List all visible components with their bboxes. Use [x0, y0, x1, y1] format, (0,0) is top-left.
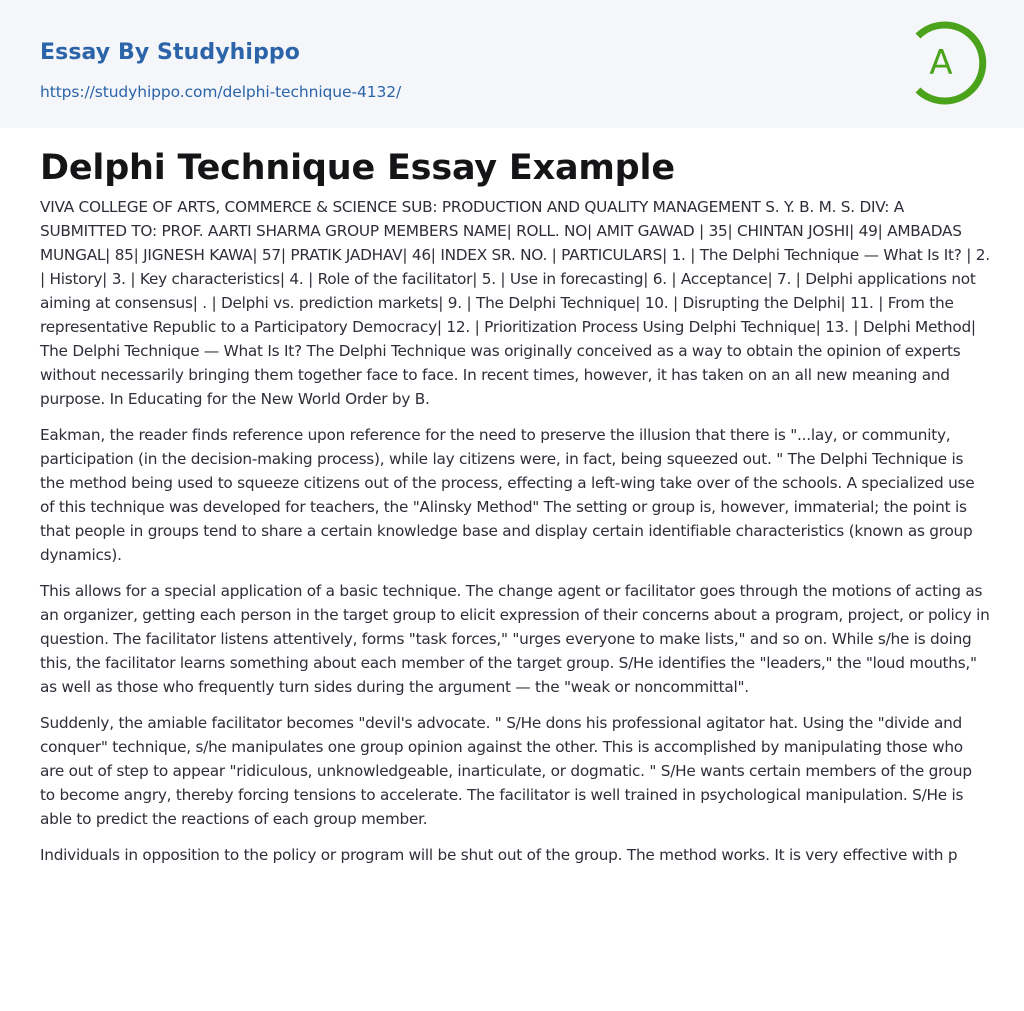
- essay-paragraph: Suddenly, the amiable facilitator becomes "devil's advocate. " S/He dons his professional agitator hat. Using the "divide and conquer" technique, s/he manipulates one group opinion against the other. This is accomplished by manipulating those who are out of step to appear "ridiculous, unknowledgeable, inarticulate, or dogmatic. " S/He wants certain members of the group to become angry, thereby forcing tensions to accelerate. The facilitator is well trained in psychological manipulation. S/He is able to predict the reactions of each group member.: [40, 714, 972, 828]
- page-title: Delphi Technique Essay Example: [40, 148, 675, 188]
- essay-paragraph: This allows for a special application of a basic technique. The change agent or facilitator goes through the motions of acting as an organizer, getting each person in the target group to elicit expression of their concerns about a program, project, or policy in question. The facilitator listens attentively, forms "task forces," "urges everyone to make lists," and so on. While s/he is doing this, the facilitator learns something about each member of the target group. S/He identifies the "leaders," the "loud mouths," as well as those who frequently turn sides during the argument — the "weak or noncommittal".: [40, 582, 990, 696]
- site-header: [0, 0, 1024, 128]
- title-section: [40, 146, 675, 190]
- essay-paragraph: Individuals in opposition to the policy or program will be shut out of the group. The method works. It is very effective with p: [40, 846, 958, 864]
- brand-title: Essay By Studyhippo: [40, 40, 300, 65]
- essay-paragraph: VIVA COLLEGE OF ARTS, COMMERCE & SCIENCE SUB: PRODUCTION AND QUALITY MANAGEMENT S. Y. B. M. S. DIV: A SUBMITTED TO: PROF. AARTI SHARMA GROUP MEMBERS NAME| ROLL. NO| AMIT GAWAD | 35| CHINTAN JOSHI| 49| AMBADAS MUNGAL| 85| JIGNESH KAWA| 57| PRATIK JADHAV| 46| INDEX SR. NO. | PARTICULARS| 1. | The Delphi Technique — What Is It? | 2. | History| 3. | Key characteristics| 4. | Role of the facilitator| 5. | Use in forecasting| 6. | Acceptance| 7. | Delphi applications not aiming at consensus| . | Delphi vs. prediction markets| 9. | The Delphi Technique| 10. | Disrupting the Delphi| 11. | From the representative Republic to a Participatory Democracy| 12. | Prioritization Process Using Delphi Technique| 13. | Delphi Method| The Delphi Technique — What Is It? The Delphi Technique was originally conceived as a way to obtain the opinion of experts without necessarily bringing them together face to face. In recent times, however, it has taken on an all new meaning and purpose. In Educating for the New World Order by B.: [40, 198, 990, 408]
- studyhippo-logo-icon[interactable]: [906, 18, 992, 108]
- svg-text:A: A: [929, 43, 953, 83]
- source-url-link[interactable]: https://studyhippo.com/delphi-technique-4132/: [40, 83, 402, 101]
- essay-body: [40, 195, 990, 879]
- essay-paragraph: Eakman, the reader finds reference upon reference for the need to preserve the illusion that there is "...lay, or community, participation (in the decision-making process), while lay citizens were, in fact, being squeezed out. " The Delphi Technique is the method being used to squeeze citizens out of the process, effecting a left-wing take over of the schools. A specialized use of this technique was developed for teachers, the "Alinsky Method" The setting or group is, however, immaterial; the point is that people in groups tend to share a certain knowledge base and display certain identifiable characteristics (known as group dynamics).: [40, 426, 975, 564]
